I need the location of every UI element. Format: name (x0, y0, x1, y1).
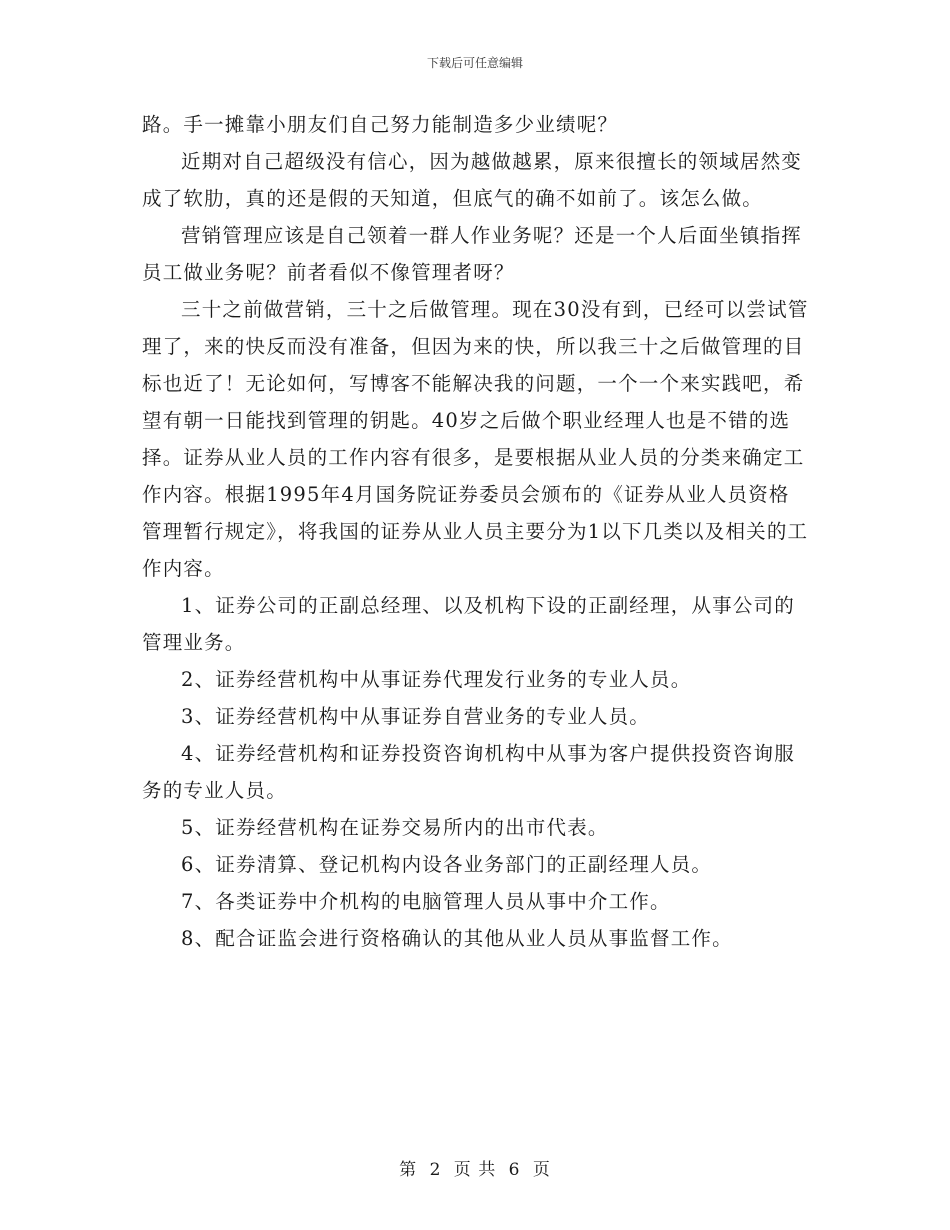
paragraph: 近期对自己超级没有信心，因为越做越累，原来很擅长的领域居然变成了软肋，真的还是假的天知道，但底气的确不如前了。该怎么做。 (142, 150, 803, 210)
list-item: 4、证券经营机构和证券投资咨询机构中从事为客户提供投资咨询服务的专业人员。 (142, 742, 795, 802)
list-item: 8、配合证监会进行资格确认的其他从业人员从事监督工作。 (181, 927, 733, 950)
page-footer (0, 1155, 950, 1180)
list-item: 7、各类证券中介机构的电脑管理人员从事中介工作。 (181, 890, 671, 913)
list-item: 5、证券经营机构在证券交易所内的出市代表。 (181, 816, 609, 839)
paragraph: 路。手一摊靠小朋友们自己努力能制造多少业绩呢？ (142, 113, 619, 136)
total-pages-number: 6 (508, 1160, 521, 1180)
page-header: 下载后可任意编辑 (426, 56, 523, 70)
list-item: 6、证券清算、登记机构内设各业务部门的正副经理人员。 (181, 853, 713, 876)
paragraph: 三十之前做营销，三十之后做管理。现在30没有到，已经可以尝试管理了，来的快反而没有准备，但因为来的快，所以我三十之后做管理的目标也近了！无论如何，写博客不能解决我的问题，一个一个来实践吧，希望有朝一日能找到管理的钥匙。40岁之后做个职业经理人也是不错的选择。证券从业人员的工作内容有很多，是要根据从业人员的分类来确定工作内容。根据1995年4月国务院证券委员会颁布的《证券从业人员资格管理暂行规定》，将我国的证券从业人员主要分为1以下几类以及相关的工作内容。 (142, 298, 809, 580)
list-item: 2、证券经营机构中从事证券代理发行业务的专业人员。 (181, 668, 692, 691)
footer-prefix: 第 (399, 1160, 418, 1180)
list-item: 1、证券公司的正副总经理、以及机构下设的正副经理，从事公司的管理业务。 (142, 594, 795, 654)
document-body (142, 106, 810, 957)
footer-middle: 页 共 (453, 1160, 497, 1180)
footer-suffix: 页 (532, 1160, 551, 1180)
current-page-number: 2 (429, 1160, 442, 1180)
list-item: 3、证券经营机构中从事证券自营业务的专业人员。 (181, 705, 651, 728)
paragraph: 营销管理应该是自己领着一群人作业务呢？还是一个人后面坐镇指挥员工做业务呢？前者看似不像管理者呀？ (142, 224, 803, 284)
